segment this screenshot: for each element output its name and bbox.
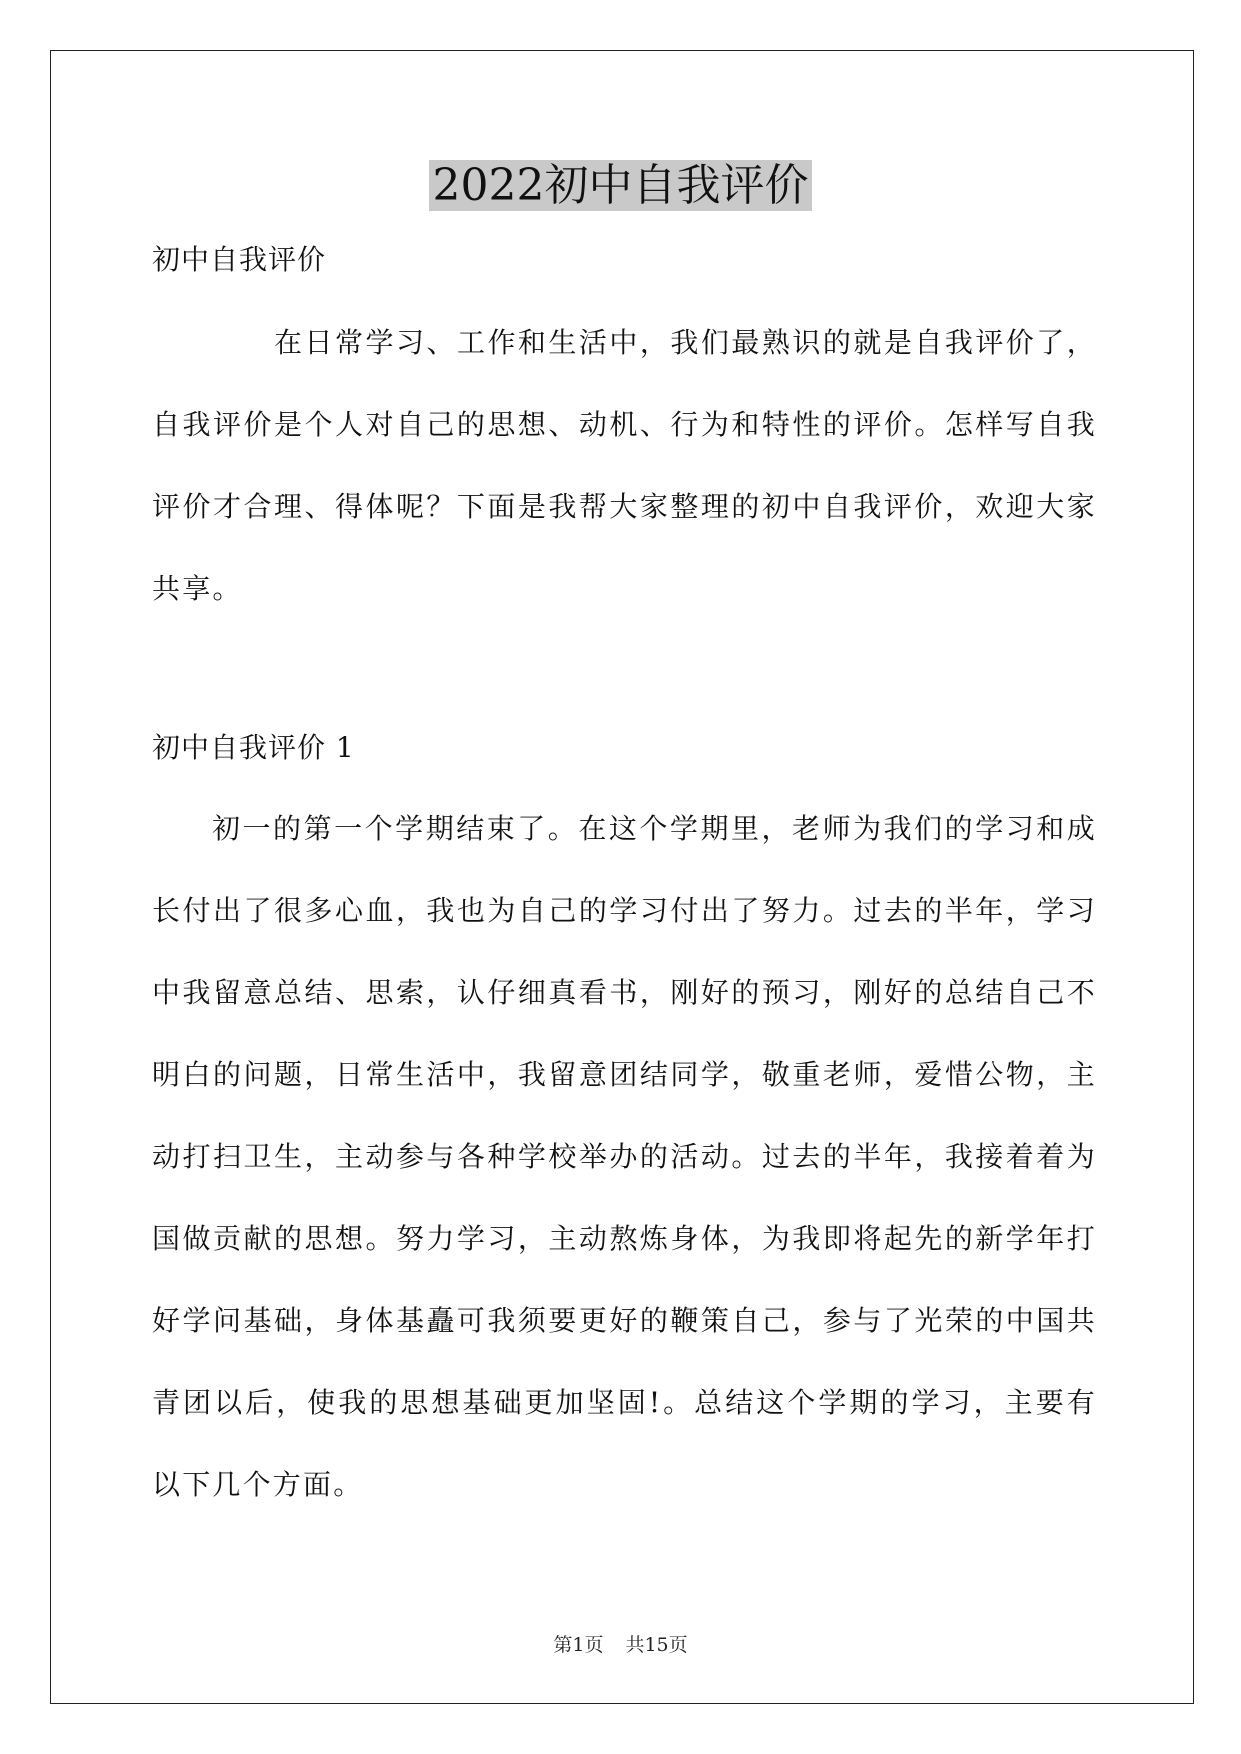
document-title-text: 2022初中自我评价 xyxy=(429,160,813,211)
total-pages-label: 共15页 xyxy=(625,1634,688,1656)
document-body xyxy=(152,240,1097,1526)
section1-paragraph: 初一的第一个学期结束了。在这个学期里，老师为我们的学习和成长付出了很多心血，我也为自己的学习付出了努力。过去的半年，学习中我留意总结、思索，认仔细真看书，刚好的预习，刚好的总结自己不明白的问题，日常生活中，我留意团结同学，敬重老师，爱惜公物，主动打扫卫生，主动参与各种学校举办的活动。过去的半年，我接着着为国做贡献的思想。努力学习，主动熬炼身体，为我即将起先的新学年打好学问基础，身体基矗可我须要更好的鞭策自己，参与了光荣的中国共青团以后，使我的思想基础更加坚固!。总结这个学期的学习，主要有以下几个方面。 xyxy=(152,812,1097,1501)
page-footer xyxy=(0,1630,1241,1657)
section1-heading: 初中自我评价 1 xyxy=(152,731,355,764)
intro-heading: 初中自我评价 xyxy=(152,243,327,276)
intro-paragraph: 在日常学习、工作和生活中，我们最熟识的就是自我评价了，自我评价是个人对自己的思想、动机、行为和特性的评价。怎样写自我评价才合理、得体呢？下面是我帮大家整理的初中自我评价，欢迎大家共享。 xyxy=(152,326,1097,605)
document-title xyxy=(0,158,1241,214)
current-page-label: 第1页 xyxy=(553,1634,604,1656)
